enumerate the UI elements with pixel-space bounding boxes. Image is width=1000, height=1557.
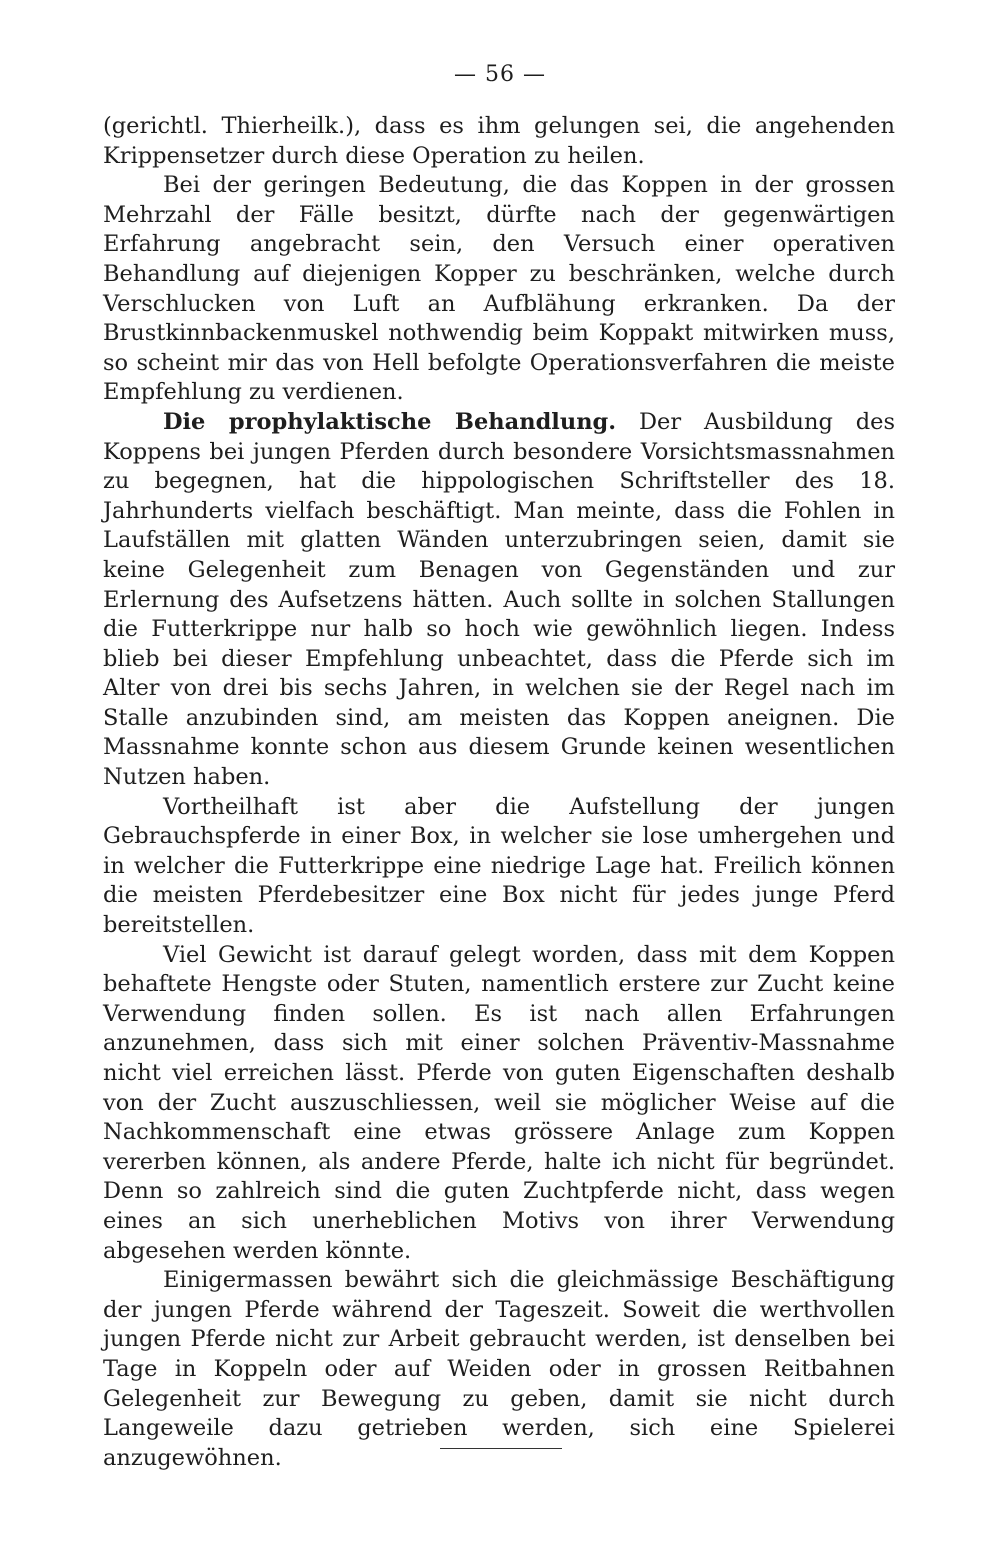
page-number: — 56 — — [454, 62, 546, 87]
paragraph-text: Der Ausbildung des Koppens bei jungen Pferden durch besondere Vorsichtsmassnahmen zu begegnen, hat die hippologischen Schriftsteller des 18. Jahrhunderts vielfach beschäftigt. Man meinte, dass die Fohlen in Laufställen mit glatten Wänden unterzubringen seien, damit sie keine Gelegenheit zum Benagen von Gegenständen und zur Erlernung des Aufsetzens hätten. Auch sollte in solchen Stallungen die Futterkrippe nur halb so hoch wie gewöhnlich liegen. Indess blieb bei dieser Empfehlung unbeachtet, dass die Pferde sich im Alter von drei bis sechs Jahren, in welchen sie der Regel nach im Stalle anzubinden sind, am meisten das Koppen aneignen. Die Massnahme konnte schon aus diesem Grunde keinen wesentlichen Nutzen haben. — [103, 408, 895, 791]
paragraph-text: (gerichtl. Thierheilk.), dass es ihm gelungen sei, die angehenden Krippensetzer durch diese Operation zu heilen. — [103, 113, 895, 169]
paragraph-1 — [103, 112, 895, 171]
paragraph-text: Bei der geringen Bedeutung, die das Koppen in der grossen Mehrzahl der Fälle besitzt, dürfte nach der gegenwärtigen Erfahrung angebracht sein, den Versuch einer operativen Behandlung auf diejenigen Kopper zu beschränken, welche durch Verschlucken von Luft an Aufblähung erkranken. Da der Brustkinnbackenmuskel nothwendig beim Koppakt mitwirken muss, so scheint mir das von Hell befolgte Operationsverfahren die meiste Empfehlung zu verdienen. — [103, 172, 895, 406]
paragraph-2 — [103, 171, 895, 408]
paragraph-6 — [103, 1266, 895, 1473]
body-text — [103, 112, 895, 1473]
paragraph-4 — [103, 793, 895, 941]
section-heading: Die prophylaktische Behandlung. — [163, 408, 617, 435]
paragraph-text: Viel Gewicht ist darauf gelegt worden, dass mit dem Koppen behaftete Hengste oder Stuten, namentlich erstere zur Zucht keine Verwendung finden sollen. Es ist nach allen Erfahrungen anzunehmen, dass sich mit einer solchen Präventiv-Massnahme nicht viel erreichen lässt. Pferde von guten Eigenschaften deshalb von der Zucht auszuschliessen, weil sie möglicher Weise auf die Nachkommenschaft eine etwas grössere Anlage zum Koppen vererben können, als andere Pferde, halte ich nicht für begründet. Denn so zahlreich sind die guten Zuchtpferde nicht, dass wegen eines an sich unerheblichen Motivs von ihrer Verwendung abgesehen werden könnte. — [103, 941, 895, 1264]
paragraph-text: Einigermassen bewährt sich die gleichmässige Beschäftigung der jungen Pferde während der Tageszeit. Soweit die werthvollen jungen Pferde nicht zur Arbeit gebraucht werden, ist denselben bei Tage in Koppeln oder auf Weiden oder in grossen Reitbahnen Gelegenheit zur Bewegung zu geben, damit sie nicht durch Langeweile dazu getrieben werden, sich eine Spielerei anzugewöhnen. — [103, 1267, 895, 1471]
paragraph-3 — [103, 408, 895, 793]
paragraph-text: Vortheilhaft ist aber die Aufstellung der jungen Gebrauchspferde in einer Box, in welcher sie lose umhergehen und in welcher die Futterkrippe eine niedrige Lage hat. Freilich können die meisten Pferdebesitzer eine Box nicht für jedes junge Pferd bereitstellen. — [103, 793, 895, 939]
paragraph-5 — [103, 941, 895, 1267]
closing-rule — [440, 1448, 562, 1449]
